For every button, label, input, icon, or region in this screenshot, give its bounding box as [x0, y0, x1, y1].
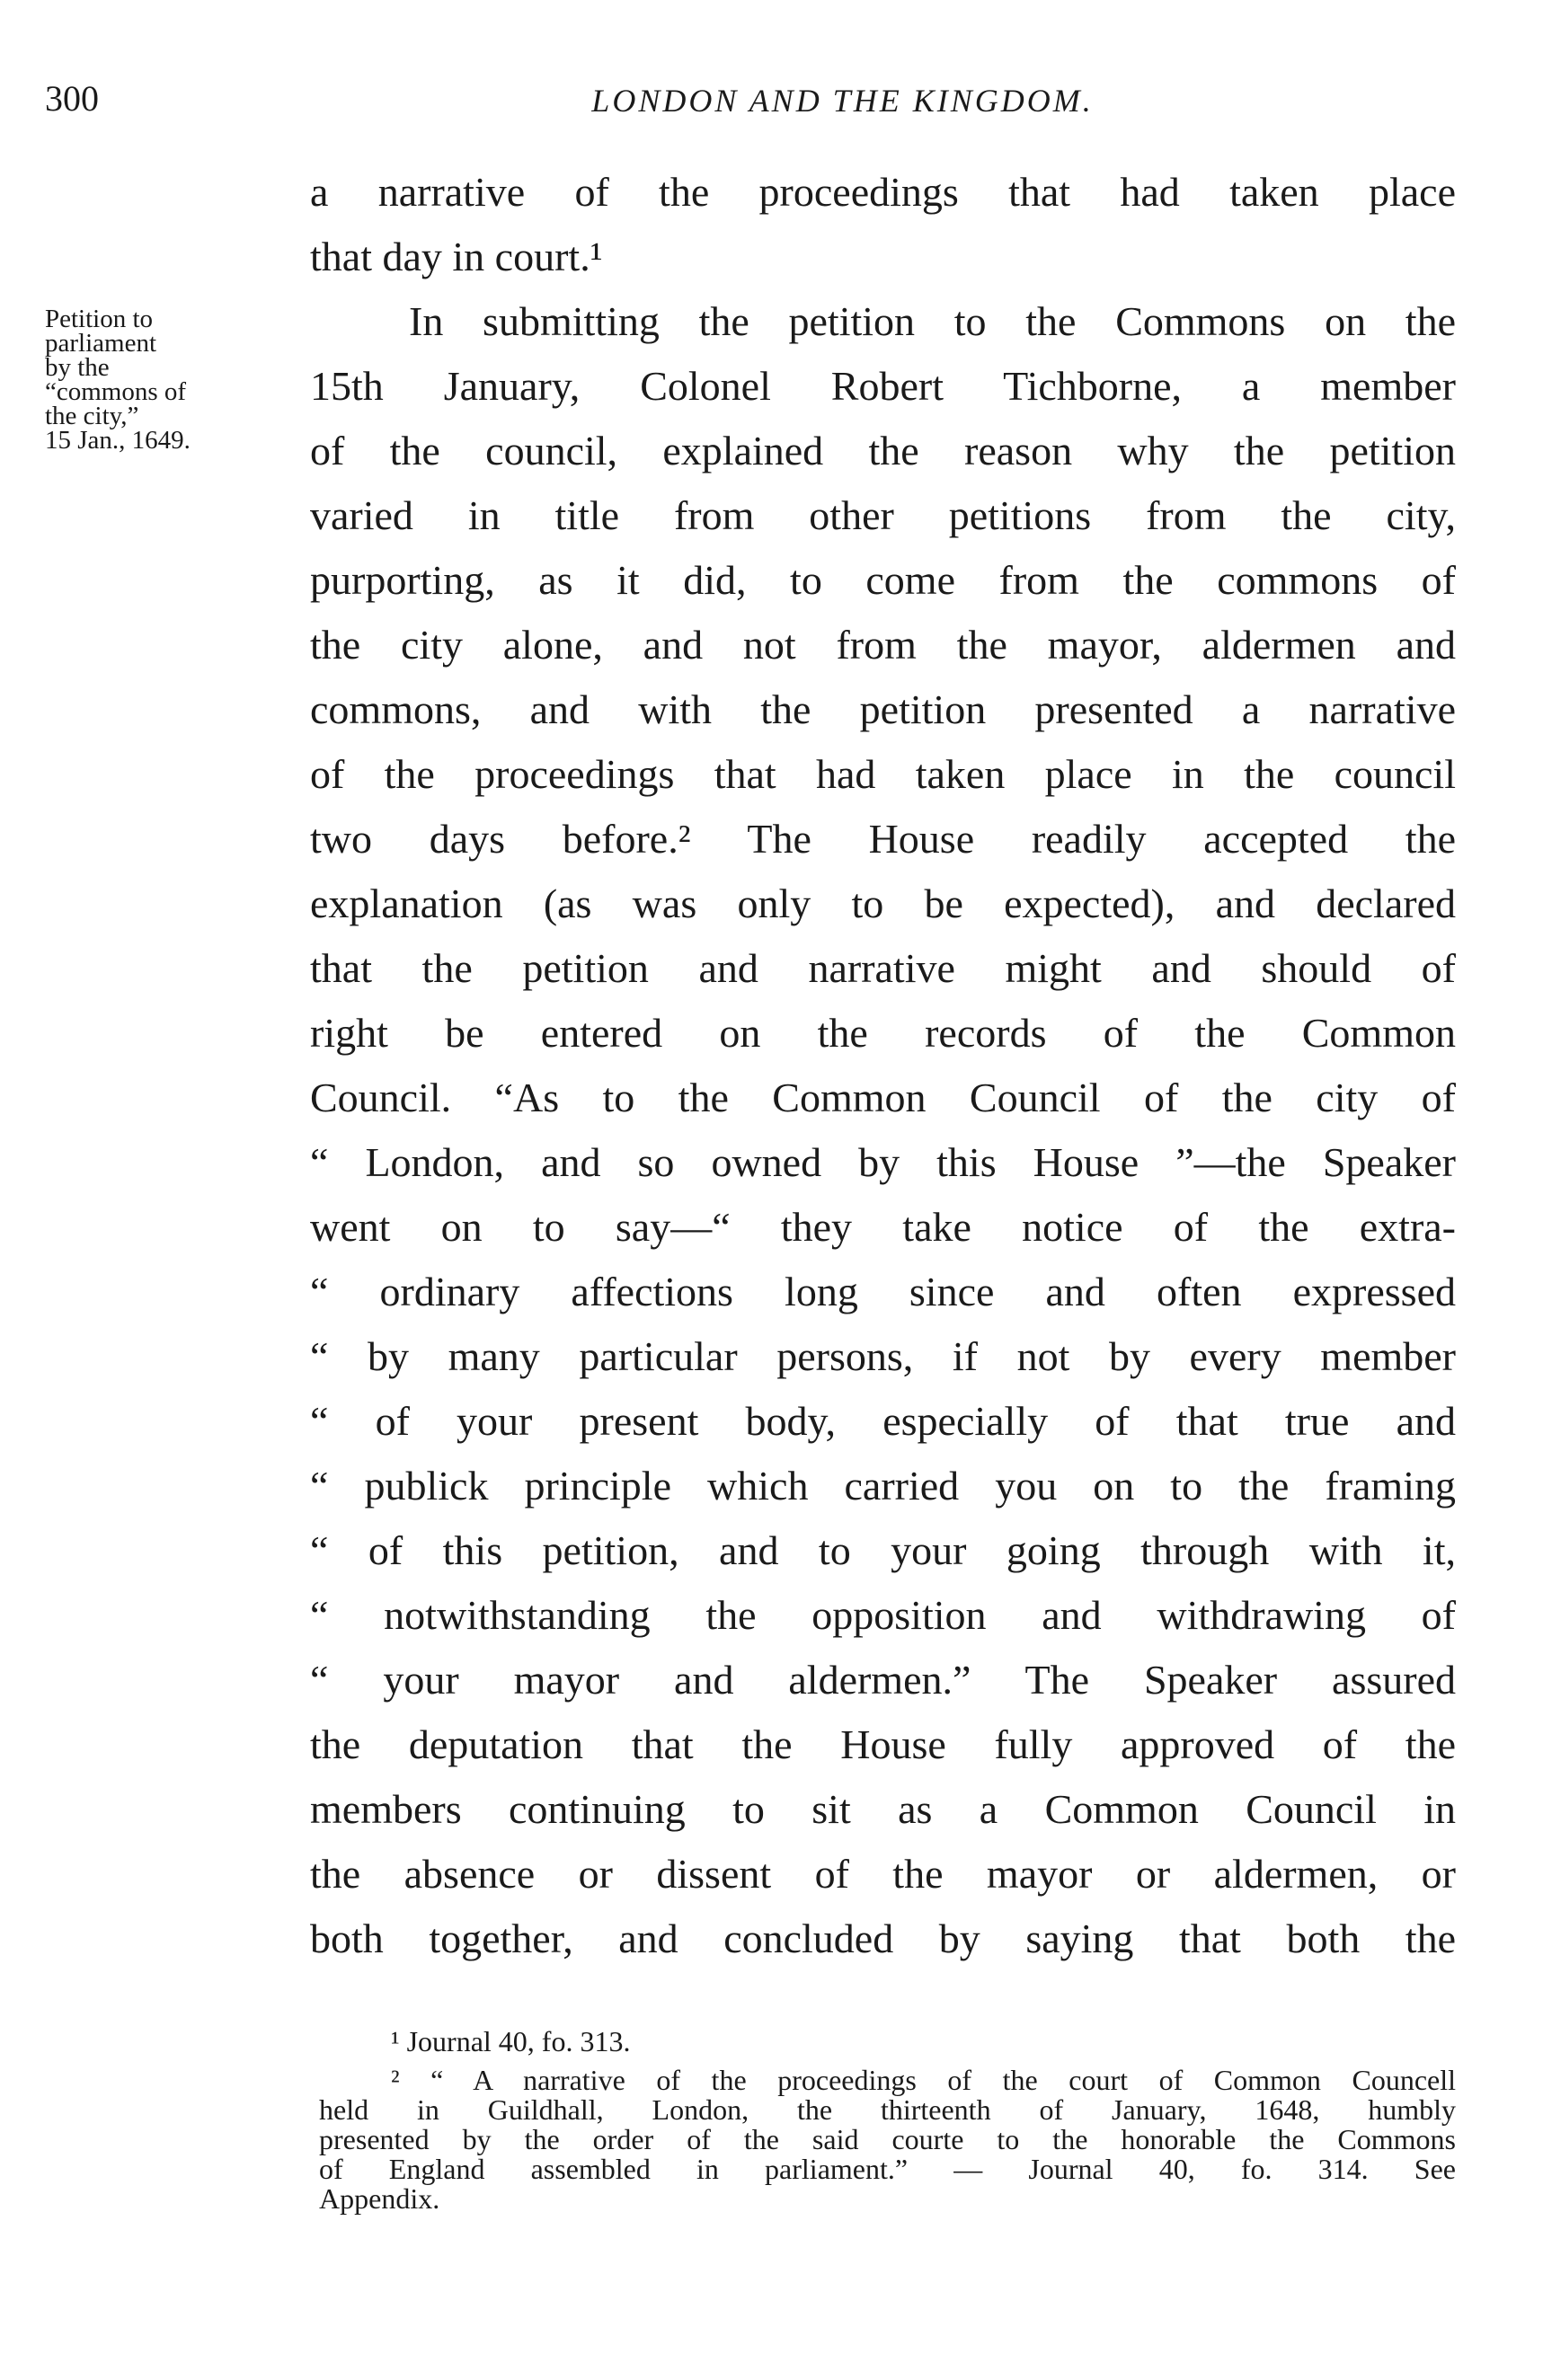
text-line: two days before.² The House readily accepted the — [310, 816, 1456, 862]
text-line: a narrative of the proceedings that had taken place — [310, 169, 1456, 215]
text-line: of the proceedings that had taken place in the council — [310, 751, 1456, 797]
margin-note-line: by the — [45, 353, 110, 382]
text-line: “ by many particular persons, if not by every member — [310, 1333, 1456, 1379]
text-line: “ ordinary affections long since and often expressed — [310, 1269, 1456, 1314]
running-title: LONDON AND THE KINGDOM. — [591, 83, 1094, 119]
text-line: “ of your present body, especially of that true and — [310, 1398, 1456, 1444]
text-line: right be entered on the records of the Common — [310, 1010, 1456, 1056]
text-line: explanation (as was only to be expected), and declared — [310, 880, 1456, 926]
text-line: “ publick principle which carried you on to the framing — [310, 1463, 1456, 1509]
page-number: 300 — [45, 78, 99, 119]
margin-note-line: the city,” — [45, 402, 139, 430]
body-text — [310, 160, 1456, 1971]
text-line: went on to say—“ they take notice of the extra- — [310, 1204, 1456, 1250]
margin-note-line: Petition to — [45, 305, 154, 333]
text-line: “ notwithstanding the opposition and withdrawing of — [310, 1592, 1456, 1638]
text-line: the city alone, and not from the mayor, aldermen and — [310, 622, 1456, 668]
text-line: members continuing to sit as a Common Council in — [310, 1786, 1456, 1832]
text-line: 15th January, Colonel Robert Tichborne, a member — [310, 363, 1456, 409]
text-line: In submitting the petition to the Commons on the — [409, 298, 1456, 344]
text-line: commons, and with the petition presented a narrative — [310, 686, 1456, 732]
text-line: that the petition and narrative might and should of — [310, 945, 1456, 991]
footnote-2-line: of England assembled in parliament.” — Journal 40, fo. 314. See — [319, 2153, 1456, 2185]
text-line: “ your mayor and aldermen.” The Speaker assured — [310, 1657, 1456, 1703]
text-line: of the council, explained the reason why the petition — [310, 428, 1456, 473]
text-line: “ London, and so owned by this House ”—the Speaker — [310, 1139, 1456, 1185]
footnote-2-line: presented by the order of the said courte to the honorable the Commons — [319, 2123, 1456, 2155]
margin-note-line: parliament — [45, 329, 157, 358]
footnote-2-line: Appendix. — [319, 2182, 440, 2215]
footnote-2-line: ² “ A narrative of the proceedings of the court of Common Councell — [391, 2064, 1456, 2096]
margin-note-line: 15 Jan., 1649. — [45, 426, 191, 455]
footnote-1: ¹ Journal 40, fo. 313. — [391, 2025, 631, 2057]
text-line: varied in title from other petitions from the city, — [310, 492, 1456, 538]
text-line: purporting, as it did, to come from the commons of — [310, 557, 1456, 603]
margin-note — [45, 307, 297, 453]
text-line: the deputation that the House fully approved of the — [310, 1721, 1456, 1767]
footnotes — [319, 2027, 1456, 2214]
text-line: that day in court.¹ — [310, 234, 603, 279]
text-line: both together, and concluded by saying that both the — [310, 1916, 1456, 1961]
text-line: “ of this petition, and to your going through with it, — [310, 1527, 1456, 1573]
text-line: Council. “As to the Common Council of the city of — [310, 1075, 1456, 1120]
text-line: the absence or dissent of the mayor or aldermen, or — [310, 1851, 1456, 1897]
footnote-2-line: held in Guildhall, London, the thirteenth of January, 1648, humbly — [319, 2093, 1456, 2126]
margin-note-line: “commons of — [45, 377, 187, 406]
